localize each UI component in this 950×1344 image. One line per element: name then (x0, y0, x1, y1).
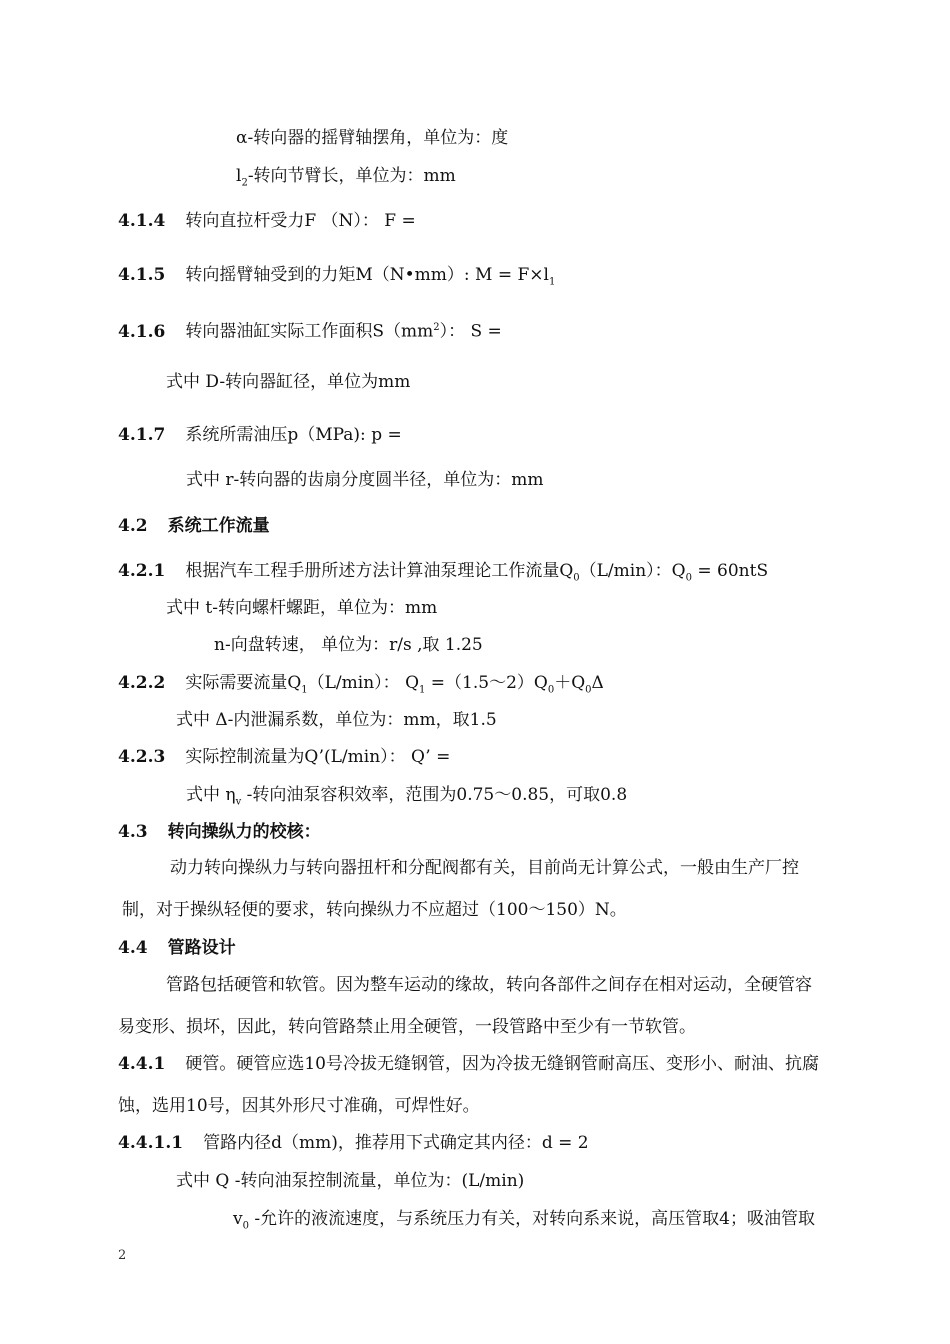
section-number: 4.4.1.1 (118, 1133, 184, 1153)
section-number: 4.2.3 (118, 747, 166, 767)
subscript: 1 (301, 684, 308, 696)
subscript: 0 (585, 684, 592, 696)
section-text: 管路设计 (167, 938, 236, 958)
paragraph-line: 蚀，选用10号，因其外形尺寸准确，可焊性好。 (118, 1096, 480, 1116)
section-text: 实际需要流量Q (185, 673, 302, 693)
definition: -转向节臂长，单位为：mm (247, 166, 456, 186)
section-text: 转向器油缸实际工作面积S（mm (185, 321, 434, 342)
section-number: 4.4.1 (118, 1054, 166, 1074)
definition: -允许的液流速度，与系统压力有关，对转向系来说，高压管取4；吸油管取 (248, 1209, 815, 1229)
section-heading (118, 515, 270, 537)
section-number: 4.2 (118, 516, 148, 536)
text-line: 式中 D-转向器缸径，单位为mm (166, 372, 411, 392)
section-heading (118, 424, 402, 446)
section-text: 根据汽车工程手册所述方法计算油泵理论工作流量Q (185, 561, 574, 581)
subscript: 0 (242, 1220, 249, 1232)
paragraph-line: 易变形、损坏，因此，转向管路禁止用全硬管，一段管路中至少有一节软管。 (118, 1017, 696, 1037)
text-line: 式中 Q -转向油泵控制流量，单位为：(L/min) (176, 1171, 525, 1191)
section-number: 4.1.7 (118, 425, 166, 445)
section-text: 转向直拉杆受力F （N）： F = (185, 211, 416, 231)
section-number: 4.4 (118, 938, 148, 958)
section-number: 4.1.5 (118, 265, 166, 285)
subscript: 0 (547, 684, 555, 696)
section-number: 4.2.1 (118, 561, 166, 581)
text-line: 式中 r-转向器的齿扇分度圆半径，单位为：mm (186, 470, 544, 490)
section-text: 实际控制流量为Q’(L/min）： Q’ = (185, 747, 451, 767)
section-text: 转向操纵力的校核： (167, 822, 321, 842)
definition: -转向油泵容积效率，范围为0.75～0.85，可取0.8 (241, 785, 628, 805)
paragraph-line: 动力转向操纵力与转向器扭杆和分配阀都有关，目前尚无计算公式，一般由生产厂控 (170, 858, 799, 878)
section-heading (118, 317, 502, 343)
section-text: =（1.5～2）Q (425, 673, 548, 693)
section-text: 转向摇臂轴受到的力矩M（N•mm）: M = F×l (185, 265, 549, 285)
section-number: 4.1.6 (118, 321, 166, 342)
text-line (233, 1208, 815, 1237)
symbol: v (233, 1209, 243, 1229)
text-line: 式中 t-转向螺杆螺距，单位为：mm (166, 598, 438, 618)
section-heading (118, 1053, 819, 1075)
section-number: 4.1.4 (118, 211, 166, 231)
symbol: l (236, 166, 242, 186)
section-text: = 60ntS (691, 561, 769, 581)
paragraph-line: 管路包括硬管和软管。因为整车运动的缘故，转向各部件之间存在相对运动，全硬管容 (166, 975, 812, 995)
section-heading (118, 937, 236, 959)
section-heading (118, 672, 604, 701)
section-heading (118, 560, 768, 589)
subscript: 1 (419, 684, 426, 696)
section-heading (118, 264, 555, 293)
section-heading (118, 1132, 589, 1154)
text-line (236, 165, 456, 194)
section-heading (118, 746, 450, 768)
section-text: 硬管。硬管应选10号冷拔无缝钢管，因为冷拔无缝钢管耐高压、变形小、耐油、抗腐 (185, 1054, 819, 1074)
section-text: 管路内径d（mm)，推荐用下式确定其内径：d = 2 (203, 1133, 589, 1153)
section-text: ）： S = (439, 321, 502, 342)
subscript: 0 (685, 572, 692, 584)
symbol: 式中 η (186, 785, 236, 805)
text-line: n-向盘转速， 单位为：r/s ,取 1.25 (214, 635, 483, 655)
section-text: 系统所需油压p（MPa): p = (185, 425, 402, 445)
subscript: 0 (573, 572, 580, 584)
subscript: 1 (548, 276, 556, 288)
section-text: ＋Q (554, 673, 586, 693)
superscript: 2 (433, 322, 440, 333)
text-line: α-转向器的摇臂轴摆角，单位为：度 (236, 128, 509, 148)
section-text: Δ (591, 673, 604, 693)
subscript: 2 (241, 177, 248, 189)
section-heading (118, 821, 321, 843)
section-text: （L/min）： Q (307, 673, 420, 693)
text-line: 式中 Δ-内泄漏系数，单位为：mm，取1.5 (176, 710, 497, 730)
subscript: v (235, 796, 242, 808)
section-heading (118, 210, 416, 232)
section-text: （L/min）：Q (579, 561, 686, 581)
section-number: 4.3 (118, 822, 148, 842)
section-text: 系统工作流量 (167, 516, 270, 536)
section-number: 4.2.2 (118, 673, 166, 693)
paragraph-line: 制，对于操纵轻便的要求，转向操纵力不应超过（100～150）N。 (122, 900, 627, 920)
text-line (186, 784, 627, 813)
page-number: 2 (118, 1248, 127, 1263)
